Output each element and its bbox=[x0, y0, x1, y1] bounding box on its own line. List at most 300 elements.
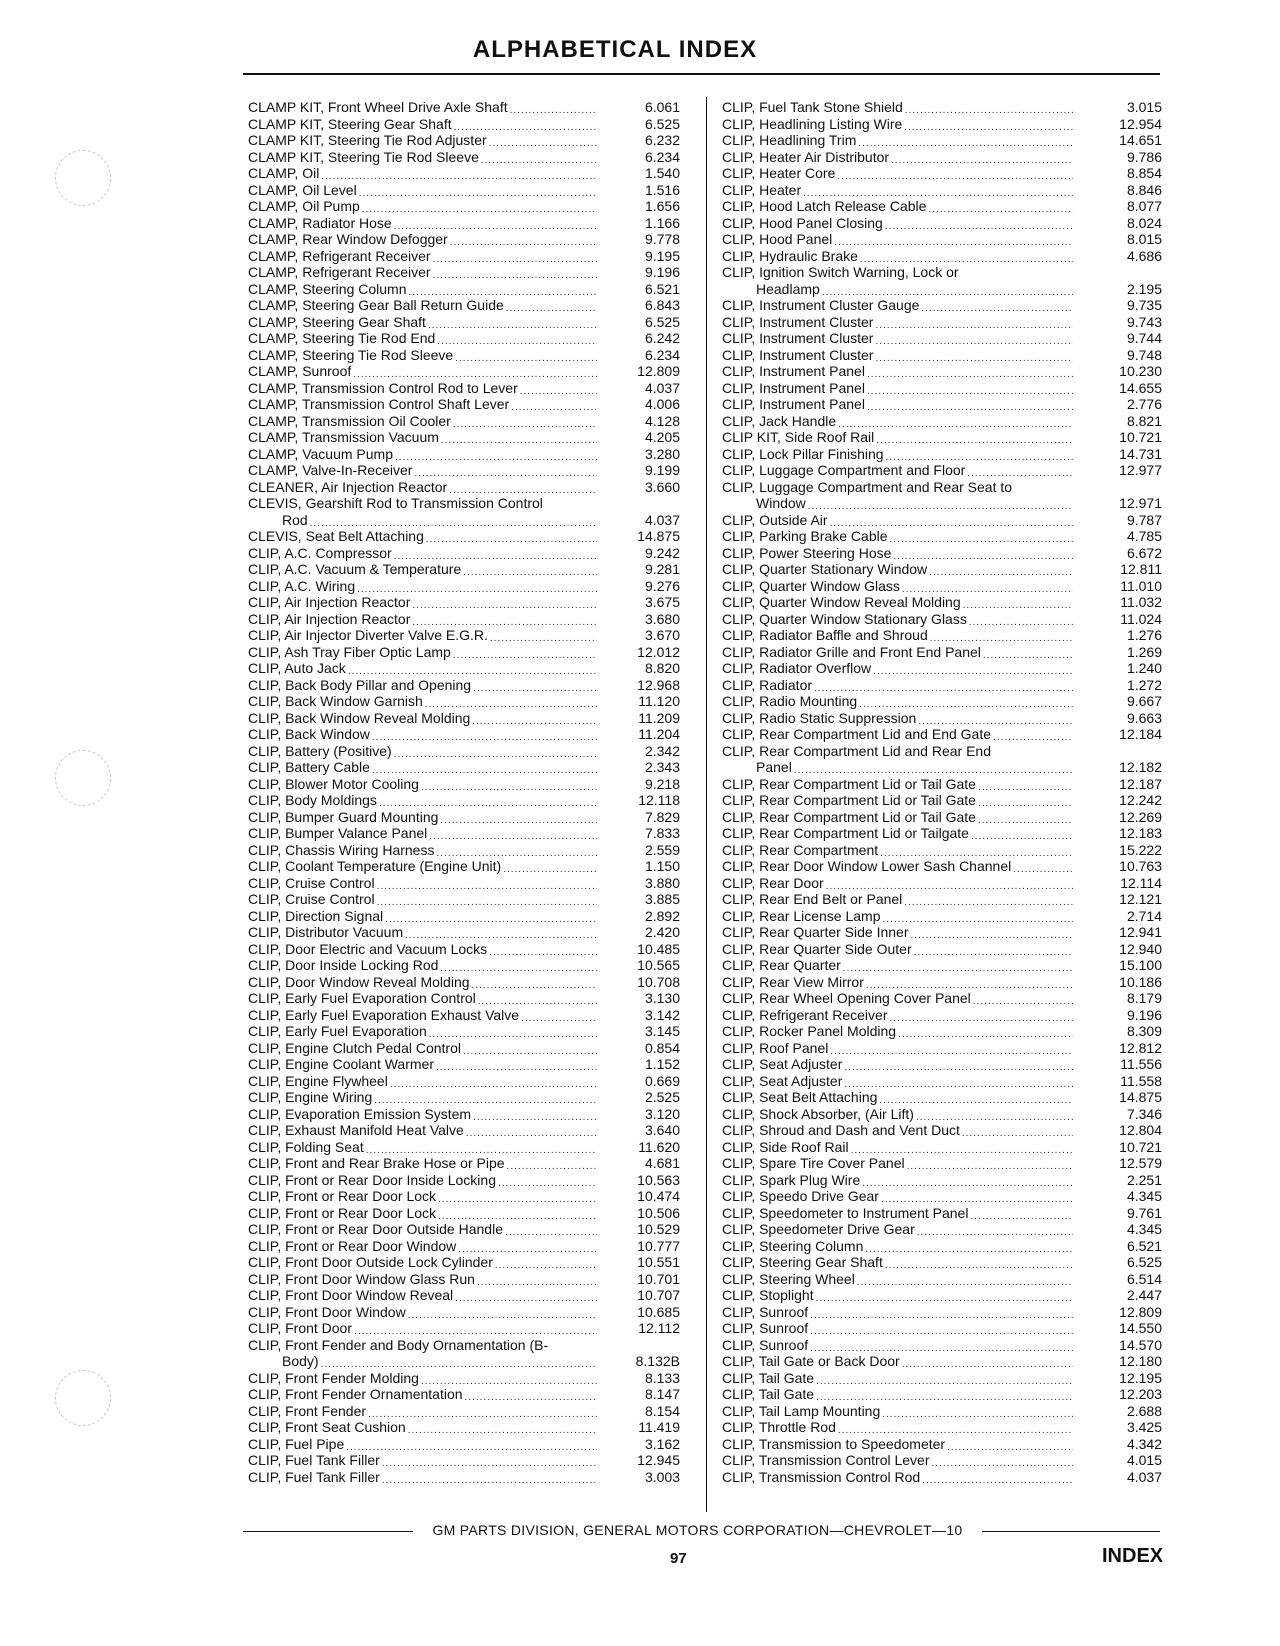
dot-leader bbox=[489, 133, 597, 147]
entry-name: CLIP, Refrigerant Receiver bbox=[722, 1006, 888, 1023]
dot-leader bbox=[930, 628, 1073, 642]
entry-page: 3.670 bbox=[644, 627, 680, 643]
index-entry bbox=[722, 297, 1162, 314]
dot-leader bbox=[366, 1140, 597, 1154]
entry-page: 8.846 bbox=[1126, 181, 1162, 198]
punch-hole-middle bbox=[55, 750, 111, 806]
entry-name: CLIP, Air Injection Reactor bbox=[248, 610, 411, 627]
index-entry bbox=[722, 413, 1162, 430]
index-entry bbox=[722, 957, 1162, 974]
entry-name: CLAMP, Radiator Hose bbox=[248, 214, 392, 231]
index-entry bbox=[248, 990, 680, 1007]
entry-page: 7.833 bbox=[644, 825, 680, 841]
entry-page: 12.579 bbox=[1119, 1155, 1162, 1171]
entry-page: 12.121 bbox=[1119, 891, 1162, 907]
dot-leader bbox=[426, 529, 597, 543]
entry-page: 9.196 bbox=[1126, 1006, 1162, 1023]
entry-page: 10.551 bbox=[637, 1254, 680, 1270]
dot-leader bbox=[441, 430, 597, 444]
entry-name: CLIP, Early Fuel Evaporation Control bbox=[248, 990, 476, 1006]
entry-page: 3.660 bbox=[644, 478, 680, 495]
dot-leader bbox=[893, 546, 1073, 560]
index-entry bbox=[248, 429, 680, 446]
index-entry bbox=[722, 974, 1162, 991]
index-entry bbox=[248, 182, 680, 199]
dot-leader bbox=[967, 463, 1073, 477]
index-entry bbox=[248, 1386, 680, 1403]
dot-leader bbox=[858, 133, 1073, 147]
entry-name: CLAMP, Steering Tie Rod Sleeve bbox=[248, 346, 454, 363]
index-entry bbox=[248, 1287, 680, 1304]
index-entry bbox=[722, 380, 1162, 397]
dot-leader bbox=[873, 661, 1073, 675]
entry-name: CLIP, Jack Handle bbox=[722, 412, 837, 429]
dot-leader bbox=[905, 100, 1073, 114]
entry-name: CLIP, Side Roof Rail bbox=[722, 1138, 849, 1155]
dot-leader bbox=[382, 1470, 597, 1484]
index-entry bbox=[248, 1304, 680, 1321]
dot-leader bbox=[917, 1222, 1073, 1236]
dot-leader bbox=[472, 975, 597, 989]
entry-name: CLIP, Rear License Lamp bbox=[722, 907, 881, 924]
entry-page: 3.885 bbox=[644, 891, 680, 907]
entry-name: CLIP, Rear Quarter Side Inner bbox=[722, 924, 909, 940]
entry-page: 1.516 bbox=[644, 181, 680, 198]
index-entry bbox=[722, 611, 1162, 628]
index-entry bbox=[722, 479, 1162, 512]
column-divider bbox=[706, 97, 707, 1512]
dot-leader bbox=[978, 793, 1073, 807]
entry-name: CLIP, Quarter Stationary Window bbox=[722, 561, 928, 577]
index-entry bbox=[722, 644, 1162, 661]
dot-leader bbox=[505, 1222, 597, 1236]
dot-leader bbox=[898, 1024, 1073, 1038]
entry-page: 4.128 bbox=[644, 412, 680, 429]
entry-page: 15.222 bbox=[1119, 841, 1162, 858]
index-entry bbox=[722, 908, 1162, 925]
entry-name: CLIP, Spark Plug Wire bbox=[722, 1171, 861, 1188]
dot-leader bbox=[408, 1305, 597, 1319]
entry-name: CLIP, Front Door Window bbox=[248, 1303, 406, 1320]
dot-leader bbox=[970, 1206, 1073, 1220]
index-entry bbox=[722, 1122, 1162, 1139]
index-entry bbox=[248, 198, 680, 215]
entry-name: CLAMP, Valve-In-Receiver bbox=[248, 462, 413, 478]
dot-leader bbox=[969, 612, 1073, 626]
entry-name: CLIP, Steering Column bbox=[722, 1237, 864, 1254]
entry-name: CLIP, Rear Compartment Lid and Rear End bbox=[722, 742, 991, 759]
dot-leader bbox=[830, 513, 1073, 527]
dot-leader bbox=[478, 991, 597, 1005]
entry-name: CLAMP, Steering Column bbox=[248, 280, 407, 297]
entry-name: CLIP, Front Door bbox=[248, 1320, 353, 1336]
index-entry bbox=[722, 990, 1162, 1007]
index-entry bbox=[722, 858, 1162, 875]
entry-name: CLIP, Radiator Baffle and Shroud bbox=[722, 627, 928, 643]
dot-leader bbox=[503, 859, 597, 873]
dot-leader bbox=[368, 1404, 597, 1418]
index-entry bbox=[248, 1172, 680, 1189]
index-entry bbox=[722, 330, 1162, 347]
entry-page: 3.142 bbox=[644, 1006, 680, 1023]
entry-page: 2.714 bbox=[1126, 907, 1162, 924]
index-entry bbox=[722, 1386, 1162, 1403]
entry-page: 10.230 bbox=[1119, 363, 1162, 379]
entry-name: CLIP, Heater Air Distributor bbox=[722, 148, 890, 165]
dot-leader bbox=[390, 1074, 597, 1088]
entry-name: CLAMP, Oil bbox=[248, 165, 320, 181]
entry-page: 9.744 bbox=[1126, 330, 1162, 346]
entry-page: 12.812 bbox=[1119, 1039, 1162, 1056]
index-entry bbox=[722, 545, 1162, 562]
entry-page: 9.743 bbox=[1126, 313, 1162, 330]
index-entry bbox=[248, 1023, 680, 1040]
dot-leader bbox=[902, 579, 1073, 593]
dot-leader bbox=[844, 1074, 1073, 1088]
entry-page: 4.037 bbox=[1126, 1468, 1162, 1485]
section-label: INDEX bbox=[1102, 1545, 1164, 1567]
entry-page: 12.977 bbox=[1119, 462, 1162, 478]
entry-page: 2.420 bbox=[644, 924, 680, 940]
entry-name: CLIP, Quarter Window Glass bbox=[722, 577, 900, 594]
entry-page: 8.309 bbox=[1126, 1023, 1162, 1039]
entry-name: CLIP, Front or Rear Door Window bbox=[248, 1237, 457, 1254]
dot-leader bbox=[359, 183, 597, 197]
dot-leader bbox=[362, 199, 597, 213]
index-entry bbox=[722, 1254, 1162, 1271]
index-entry bbox=[248, 1056, 680, 1073]
index-entry bbox=[722, 1271, 1162, 1288]
index-column-left bbox=[248, 99, 680, 1485]
entry-name: CLIP, Rear End Belt or Panel bbox=[722, 891, 903, 907]
entry-name: CLIP, Seat Adjuster bbox=[722, 1056, 843, 1072]
entry-page: 12.269 bbox=[1119, 808, 1162, 825]
entry-page: 6.242 bbox=[644, 330, 680, 346]
entry-name: CLIP, Radiator Grille and Front End Panel bbox=[722, 643, 981, 660]
index-entry bbox=[722, 1073, 1162, 1090]
entry-page: 12.968 bbox=[637, 676, 680, 693]
entry-page: 10.701 bbox=[637, 1270, 680, 1287]
index-entry bbox=[248, 611, 680, 628]
entry-page: 2.892 bbox=[644, 907, 680, 924]
entry-page: 12.118 bbox=[638, 792, 680, 808]
dot-leader bbox=[885, 216, 1073, 230]
entry-name: CLIP, Heater Core bbox=[722, 165, 836, 181]
index-entry bbox=[248, 264, 680, 281]
index-entry bbox=[722, 1172, 1162, 1189]
index-entry bbox=[722, 1353, 1162, 1370]
entry-page: 3.640 bbox=[644, 1122, 680, 1138]
entry-name: CLIP, Bumper Guard Mounting bbox=[248, 808, 439, 825]
index-entry bbox=[722, 528, 1162, 545]
entry-name-continued: Rod bbox=[282, 511, 308, 528]
entry-page: 9.281 bbox=[644, 561, 680, 577]
entry-name: CLIP, Fuel Pipe bbox=[248, 1435, 345, 1452]
dot-leader bbox=[860, 249, 1073, 263]
entry-name: CLIP, Hood Latch Release Cable bbox=[722, 198, 927, 214]
index-entry bbox=[248, 1370, 680, 1387]
entry-name: CLIP, Roof Panel bbox=[722, 1039, 829, 1056]
entry-page: 9.199 bbox=[644, 462, 680, 478]
index-entry bbox=[248, 413, 680, 430]
index-entry bbox=[248, 396, 680, 413]
entry-page: 8.024 bbox=[1126, 214, 1162, 231]
index-entry bbox=[722, 1007, 1162, 1024]
dot-leader bbox=[838, 1420, 1073, 1434]
index-entry bbox=[248, 710, 680, 727]
entry-name: CLIP, Rear Door bbox=[722, 874, 824, 891]
dot-leader bbox=[844, 1057, 1073, 1071]
entry-name: CLIP, Radiator Overflow bbox=[722, 660, 872, 676]
entry-name: CLAMP, Transmission Oil Cooler bbox=[248, 412, 451, 429]
entry-page: 8.132B bbox=[635, 1353, 680, 1369]
entry-name: CLIP, Rear Compartment bbox=[722, 841, 879, 858]
entry-name: CLIP, Speedometer Drive Gear bbox=[722, 1221, 915, 1237]
index-entry bbox=[248, 314, 680, 331]
dot-leader bbox=[481, 150, 597, 164]
index-entry bbox=[722, 825, 1162, 842]
dot-leader bbox=[463, 562, 597, 576]
entry-page: 8.133 bbox=[644, 1369, 680, 1386]
dot-leader bbox=[450, 232, 597, 246]
entry-page: 3.680 bbox=[644, 610, 680, 627]
entry-page: 8.179 bbox=[1126, 990, 1162, 1006]
dot-leader bbox=[929, 562, 1073, 576]
dot-leader bbox=[885, 1255, 1073, 1269]
entry-name: CLIP, Transmission Control Lever bbox=[722, 1452, 930, 1468]
entry-name: CLIP, Door Electric and Vacuum Locks bbox=[248, 940, 488, 957]
dot-leader bbox=[826, 876, 1073, 890]
dot-leader bbox=[436, 1057, 597, 1071]
entry-name: CLIP, Hood Panel bbox=[722, 231, 833, 247]
dot-leader bbox=[425, 694, 597, 708]
dot-leader bbox=[963, 595, 1073, 609]
entry-page: 12.180 bbox=[1119, 1353, 1162, 1369]
index-entry bbox=[248, 842, 680, 859]
index-entry bbox=[248, 347, 680, 364]
entry-page: 6.525 bbox=[644, 115, 680, 132]
entry-name: CLIP, Transmission to Speedometer bbox=[722, 1435, 946, 1452]
dot-leader bbox=[816, 1387, 1073, 1401]
entry-page: 4.015 bbox=[1126, 1452, 1162, 1468]
entry-page: 12.809 bbox=[1119, 1303, 1162, 1320]
index-entry bbox=[248, 1469, 680, 1486]
entry-page: 11.558 bbox=[1120, 1072, 1162, 1089]
entry-name-continued: Window bbox=[756, 495, 806, 511]
footer-rule-right bbox=[982, 1531, 1160, 1532]
dot-leader bbox=[816, 1371, 1073, 1385]
entry-page: 11.032 bbox=[1120, 594, 1162, 610]
dot-leader bbox=[947, 1437, 1073, 1451]
index-entry bbox=[722, 660, 1162, 677]
index-entry bbox=[248, 363, 680, 380]
index-entry bbox=[722, 776, 1162, 793]
entry-name: CLAMP, Sunroof bbox=[248, 363, 352, 379]
entry-name: CLIP, Direction Signal bbox=[248, 907, 384, 924]
index-entry bbox=[248, 891, 680, 908]
index-entry bbox=[722, 941, 1162, 958]
entry-name: CLIP, Headlining Listing Wire bbox=[722, 115, 903, 132]
entry-name: CLAMP, Steering Gear Ball Return Guide bbox=[248, 297, 504, 313]
index-entry bbox=[248, 1337, 680, 1370]
entry-name: CLIP, Throttle Rod bbox=[722, 1419, 836, 1435]
entry-name: CLIP, Steering Wheel bbox=[722, 1270, 855, 1287]
entry-page: 11.024 bbox=[1120, 610, 1162, 627]
entry-name: CLIP, Rear Door Window Lower Sash Channel bbox=[722, 858, 1012, 874]
entry-page: 4.037 bbox=[644, 511, 680, 528]
entry-name: CLIP, Engine Flywheel bbox=[248, 1072, 388, 1089]
entry-page: 4.037 bbox=[644, 379, 680, 396]
entry-name: CLIP, Lock Pillar Finishing bbox=[722, 445, 884, 462]
index-entry bbox=[722, 710, 1162, 727]
entry-name: CLIP, Stoplight bbox=[722, 1287, 814, 1303]
entry-name: CLIP KIT, Side Roof Rail bbox=[722, 429, 875, 445]
dot-leader bbox=[810, 1305, 1073, 1319]
dot-leader bbox=[321, 166, 597, 180]
index-entry bbox=[722, 726, 1162, 743]
entry-name: CLIP, Auto Jack bbox=[248, 660, 346, 676]
entry-page: 10.685 bbox=[637, 1303, 680, 1320]
entry-page: 15.100 bbox=[1119, 957, 1162, 973]
entry-name: CLIP, Luggage Compartment and Floor bbox=[722, 462, 966, 478]
index-entry bbox=[248, 726, 680, 743]
index-entry bbox=[248, 1106, 680, 1123]
entry-page: 12.203 bbox=[1119, 1386, 1162, 1402]
entry-name: CLAMP KIT, Steering Tie Rod Sleeve bbox=[248, 148, 479, 165]
entry-name: CLIP, Instrument Panel bbox=[722, 363, 865, 379]
dot-leader bbox=[1013, 859, 1073, 873]
index-entry bbox=[722, 1320, 1162, 1337]
dot-leader bbox=[834, 232, 1073, 246]
index-entry bbox=[722, 1056, 1162, 1073]
dot-leader bbox=[882, 1404, 1073, 1418]
entry-page: 6.234 bbox=[644, 346, 680, 363]
entry-name: CLIP, Seat Belt Attaching bbox=[722, 1089, 878, 1105]
dot-leader bbox=[814, 678, 1073, 692]
index-entry bbox=[722, 215, 1162, 232]
entry-page: 8.077 bbox=[1126, 198, 1162, 214]
entry-name: CLAMP, Refrigerant Receiver bbox=[248, 264, 431, 280]
dot-leader bbox=[428, 315, 597, 329]
index-entry bbox=[722, 1089, 1162, 1106]
index-entry bbox=[722, 792, 1162, 809]
entry-name: CLIP, Instrument Panel bbox=[722, 379, 865, 396]
entry-page: 7.829 bbox=[644, 808, 680, 825]
dot-leader bbox=[379, 793, 597, 807]
entry-page: 9.667 bbox=[1126, 693, 1162, 709]
dot-leader bbox=[911, 925, 1073, 939]
dot-leader bbox=[862, 1173, 1073, 1187]
entry-name: CLIP, Rear View Mirror bbox=[722, 973, 864, 990]
entry-page: 12.971 bbox=[1119, 495, 1162, 511]
index-entry bbox=[722, 924, 1162, 941]
entry-page: 12.811 bbox=[1120, 561, 1162, 577]
entry-name: CLAMP KIT, Steering Tie Rod Adjuster bbox=[248, 132, 487, 148]
dot-leader bbox=[916, 1107, 1073, 1121]
dot-leader bbox=[395, 447, 597, 461]
entry-name: CLIP, Engine Coolant Warmer bbox=[248, 1056, 434, 1072]
dot-leader bbox=[372, 760, 597, 774]
index-entry bbox=[722, 1205, 1162, 1222]
entry-page: 11.556 bbox=[1120, 1056, 1162, 1072]
index-entry bbox=[722, 1188, 1162, 1205]
entry-page: 12.954 bbox=[1119, 115, 1162, 132]
index-entry bbox=[722, 446, 1162, 463]
entry-page: 1.540 bbox=[644, 165, 680, 181]
entry-name: CLAMP, Refrigerant Receiver bbox=[248, 247, 431, 264]
index-entry bbox=[248, 743, 680, 760]
entry-name: CLIP, Cruise Control bbox=[248, 891, 375, 907]
entry-name: CLIP, Exhaust Manifold Heat Valve bbox=[248, 1122, 464, 1138]
index-entry bbox=[248, 941, 680, 958]
dot-leader bbox=[346, 1437, 597, 1451]
dot-leader bbox=[473, 1107, 597, 1121]
entry-name: CLIP, Coolant Temperature (Engine Unit) bbox=[248, 858, 502, 874]
dot-leader bbox=[454, 117, 597, 131]
entry-page: 0.669 bbox=[644, 1072, 680, 1089]
entry-name: CLIP, Folding Seat bbox=[248, 1138, 364, 1155]
index-entry bbox=[722, 429, 1162, 446]
dot-leader bbox=[466, 1123, 597, 1137]
entry-name: CLIP, Rear Compartment Lid and End Gate bbox=[722, 726, 992, 742]
dot-leader bbox=[891, 150, 1073, 164]
entry-page: 1.150 bbox=[644, 858, 680, 874]
entry-name: CLAMP, Rear Window Defogger bbox=[248, 231, 448, 247]
entry-page: 6.232 bbox=[644, 132, 680, 148]
dot-leader bbox=[458, 1239, 597, 1253]
index-entry bbox=[722, 231, 1162, 248]
entry-page: 9.195 bbox=[644, 247, 680, 264]
index-entry bbox=[722, 677, 1162, 694]
index-entry bbox=[722, 1452, 1162, 1469]
entry-page: 10.186 bbox=[1119, 973, 1162, 990]
index-entry bbox=[722, 149, 1162, 166]
dot-leader bbox=[907, 1156, 1073, 1170]
dot-leader bbox=[890, 529, 1074, 543]
dot-leader bbox=[859, 694, 1073, 708]
entry-page: 4.342 bbox=[1126, 1435, 1162, 1452]
index-entry bbox=[248, 1320, 680, 1337]
dot-leader bbox=[962, 1123, 1073, 1137]
entry-name: CLIP, Spare Tire Cover Panel bbox=[722, 1155, 905, 1171]
entry-name: CLIP, Rear Compartment Lid or Tail Gate bbox=[722, 792, 976, 808]
dot-leader bbox=[510, 100, 597, 114]
entry-page: 10.563 bbox=[637, 1171, 680, 1188]
index-entry bbox=[248, 776, 680, 793]
index-entry bbox=[722, 594, 1162, 611]
entry-page: 14.651 bbox=[1119, 132, 1162, 148]
entry-page: 3.130 bbox=[644, 990, 680, 1006]
dot-leader bbox=[473, 678, 597, 692]
entry-page: 8.820 bbox=[644, 660, 680, 676]
entry-page: 12.184 bbox=[1119, 726, 1162, 742]
dot-leader bbox=[437, 331, 597, 345]
index-entry bbox=[248, 578, 680, 595]
entry-name: CLIP, A.C. Wiring bbox=[248, 577, 356, 594]
entry-page: 4.205 bbox=[644, 429, 680, 445]
entry-page: 9.735 bbox=[1126, 297, 1162, 313]
entry-name: CLIP, Ash Tray Fiber Optic Lamp bbox=[248, 643, 451, 660]
entry-name: CLIP, Front or Rear Door Lock bbox=[248, 1204, 437, 1221]
entry-page: 12.809 bbox=[637, 363, 680, 379]
dot-leader bbox=[440, 958, 597, 972]
entry-name: CLIP, Quarter Window Reveal Molding bbox=[722, 594, 961, 610]
entry-name: CLIP, Instrument Cluster bbox=[722, 346, 874, 363]
dot-leader bbox=[385, 909, 597, 923]
entry-name: CLAMP, Steering Gear Shaft bbox=[248, 313, 426, 330]
entry-page: 2.342 bbox=[644, 742, 680, 759]
entry-page: 8.147 bbox=[644, 1386, 680, 1402]
